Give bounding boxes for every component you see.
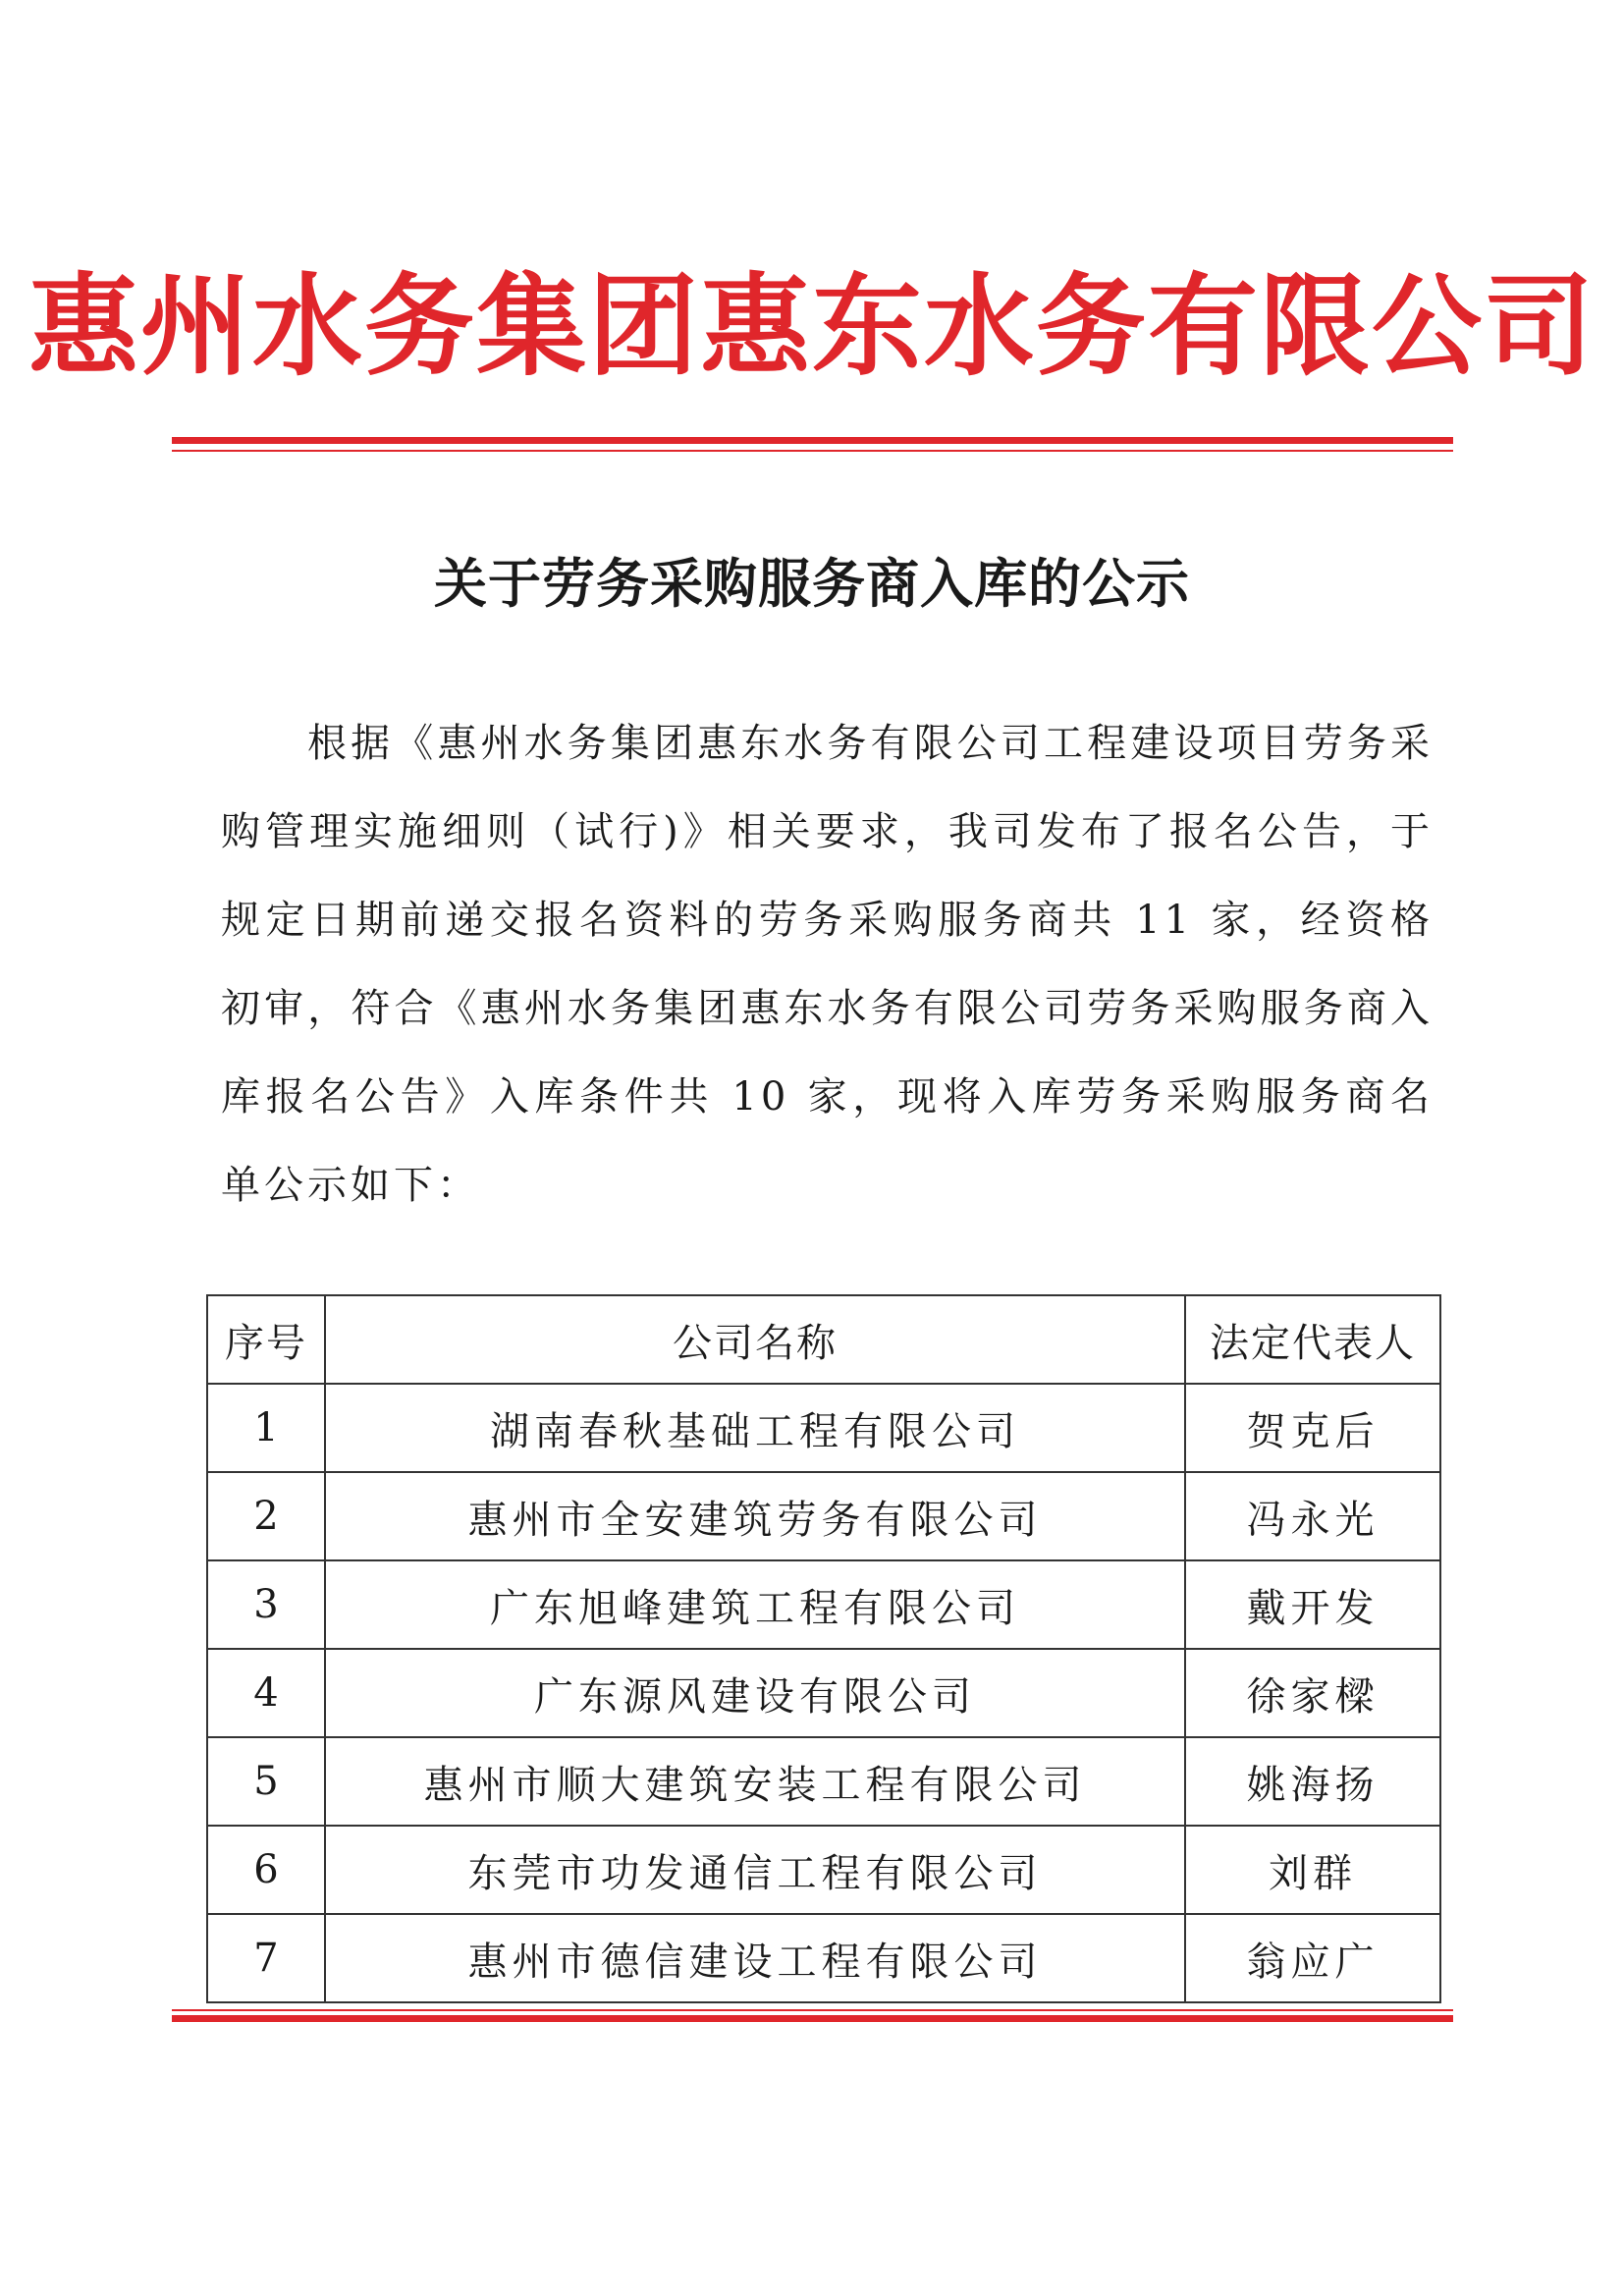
row-legal-rep: 姚海扬 <box>1185 1737 1440 1826</box>
table-row <box>207 1826 1440 1914</box>
row-legal-rep: 冯永光 <box>1185 1472 1440 1560</box>
row-company-name: 惠州市顺大建筑安装工程有限公司 <box>325 1737 1185 1826</box>
header-num: 序号 <box>207 1295 325 1384</box>
table-row <box>207 1384 1440 1472</box>
table-header-row <box>207 1295 1440 1384</box>
header-legal-rep: 法定代表人 <box>1185 1295 1440 1384</box>
row-num: 4 <box>207 1649 325 1737</box>
row-num: 2 <box>207 1472 325 1560</box>
row-num: 6 <box>207 1826 325 1914</box>
table-row <box>207 1914 1440 2002</box>
row-company-name: 广东旭峰建筑工程有限公司 <box>325 1560 1185 1649</box>
row-company-name: 东莞市功发通信工程有限公司 <box>325 1826 1185 1914</box>
table-row <box>207 1560 1440 1649</box>
row-company-name: 湖南春秋基础工程有限公司 <box>325 1384 1185 1472</box>
row-legal-rep: 翁应广 <box>1185 1914 1440 2002</box>
supplier-table <box>206 1294 1441 2003</box>
document-header-title: 惠州水务集团惠东水务有限公司 <box>28 263 1596 391</box>
row-company-name: 惠州市全安建筑劳务有限公司 <box>325 1472 1185 1560</box>
row-num: 3 <box>207 1560 325 1649</box>
row-legal-rep: 徐家樑 <box>1185 1649 1440 1737</box>
row-legal-rep: 戴开发 <box>1185 1560 1440 1649</box>
notice-title: 关于劳务采购服务商入库的公示 <box>434 552 1190 615</box>
header-company-name: 公司名称 <box>325 1295 1185 1384</box>
header-red-rule-thick <box>172 437 1453 444</box>
row-num: 5 <box>207 1737 325 1826</box>
footer-red-rule-thin <box>172 2009 1453 2011</box>
footer-red-rule-thick <box>172 2015 1453 2022</box>
row-legal-rep: 刘群 <box>1185 1826 1440 1914</box>
row-num: 1 <box>207 1384 325 1472</box>
header-red-rule-thin <box>172 450 1453 452</box>
notice-body-paragraph: 根据《惠州水务集团惠东水务有限公司工程建设项目劳务采购管理实施细则（试行)》相关要求，我司发布了报名公告，于规定日期前递交报名资料的劳务采购服务商共 11 家，经资格初审，符合《惠州水务集团惠东水务有限公司劳务采购服务商入库报名公告》入库条件共 10 家，现将入库劳务采购服务商名单公示如下： <box>221 721 1434 1208</box>
row-legal-rep: 贺克后 <box>1185 1384 1440 1472</box>
row-num: 7 <box>207 1914 325 2002</box>
row-company-name: 广东源风建设有限公司 <box>325 1649 1185 1737</box>
table-row <box>207 1737 1440 1826</box>
row-company-name: 惠州市德信建设工程有限公司 <box>325 1914 1185 2002</box>
table-row <box>207 1649 1440 1737</box>
table-row <box>207 1472 1440 1560</box>
